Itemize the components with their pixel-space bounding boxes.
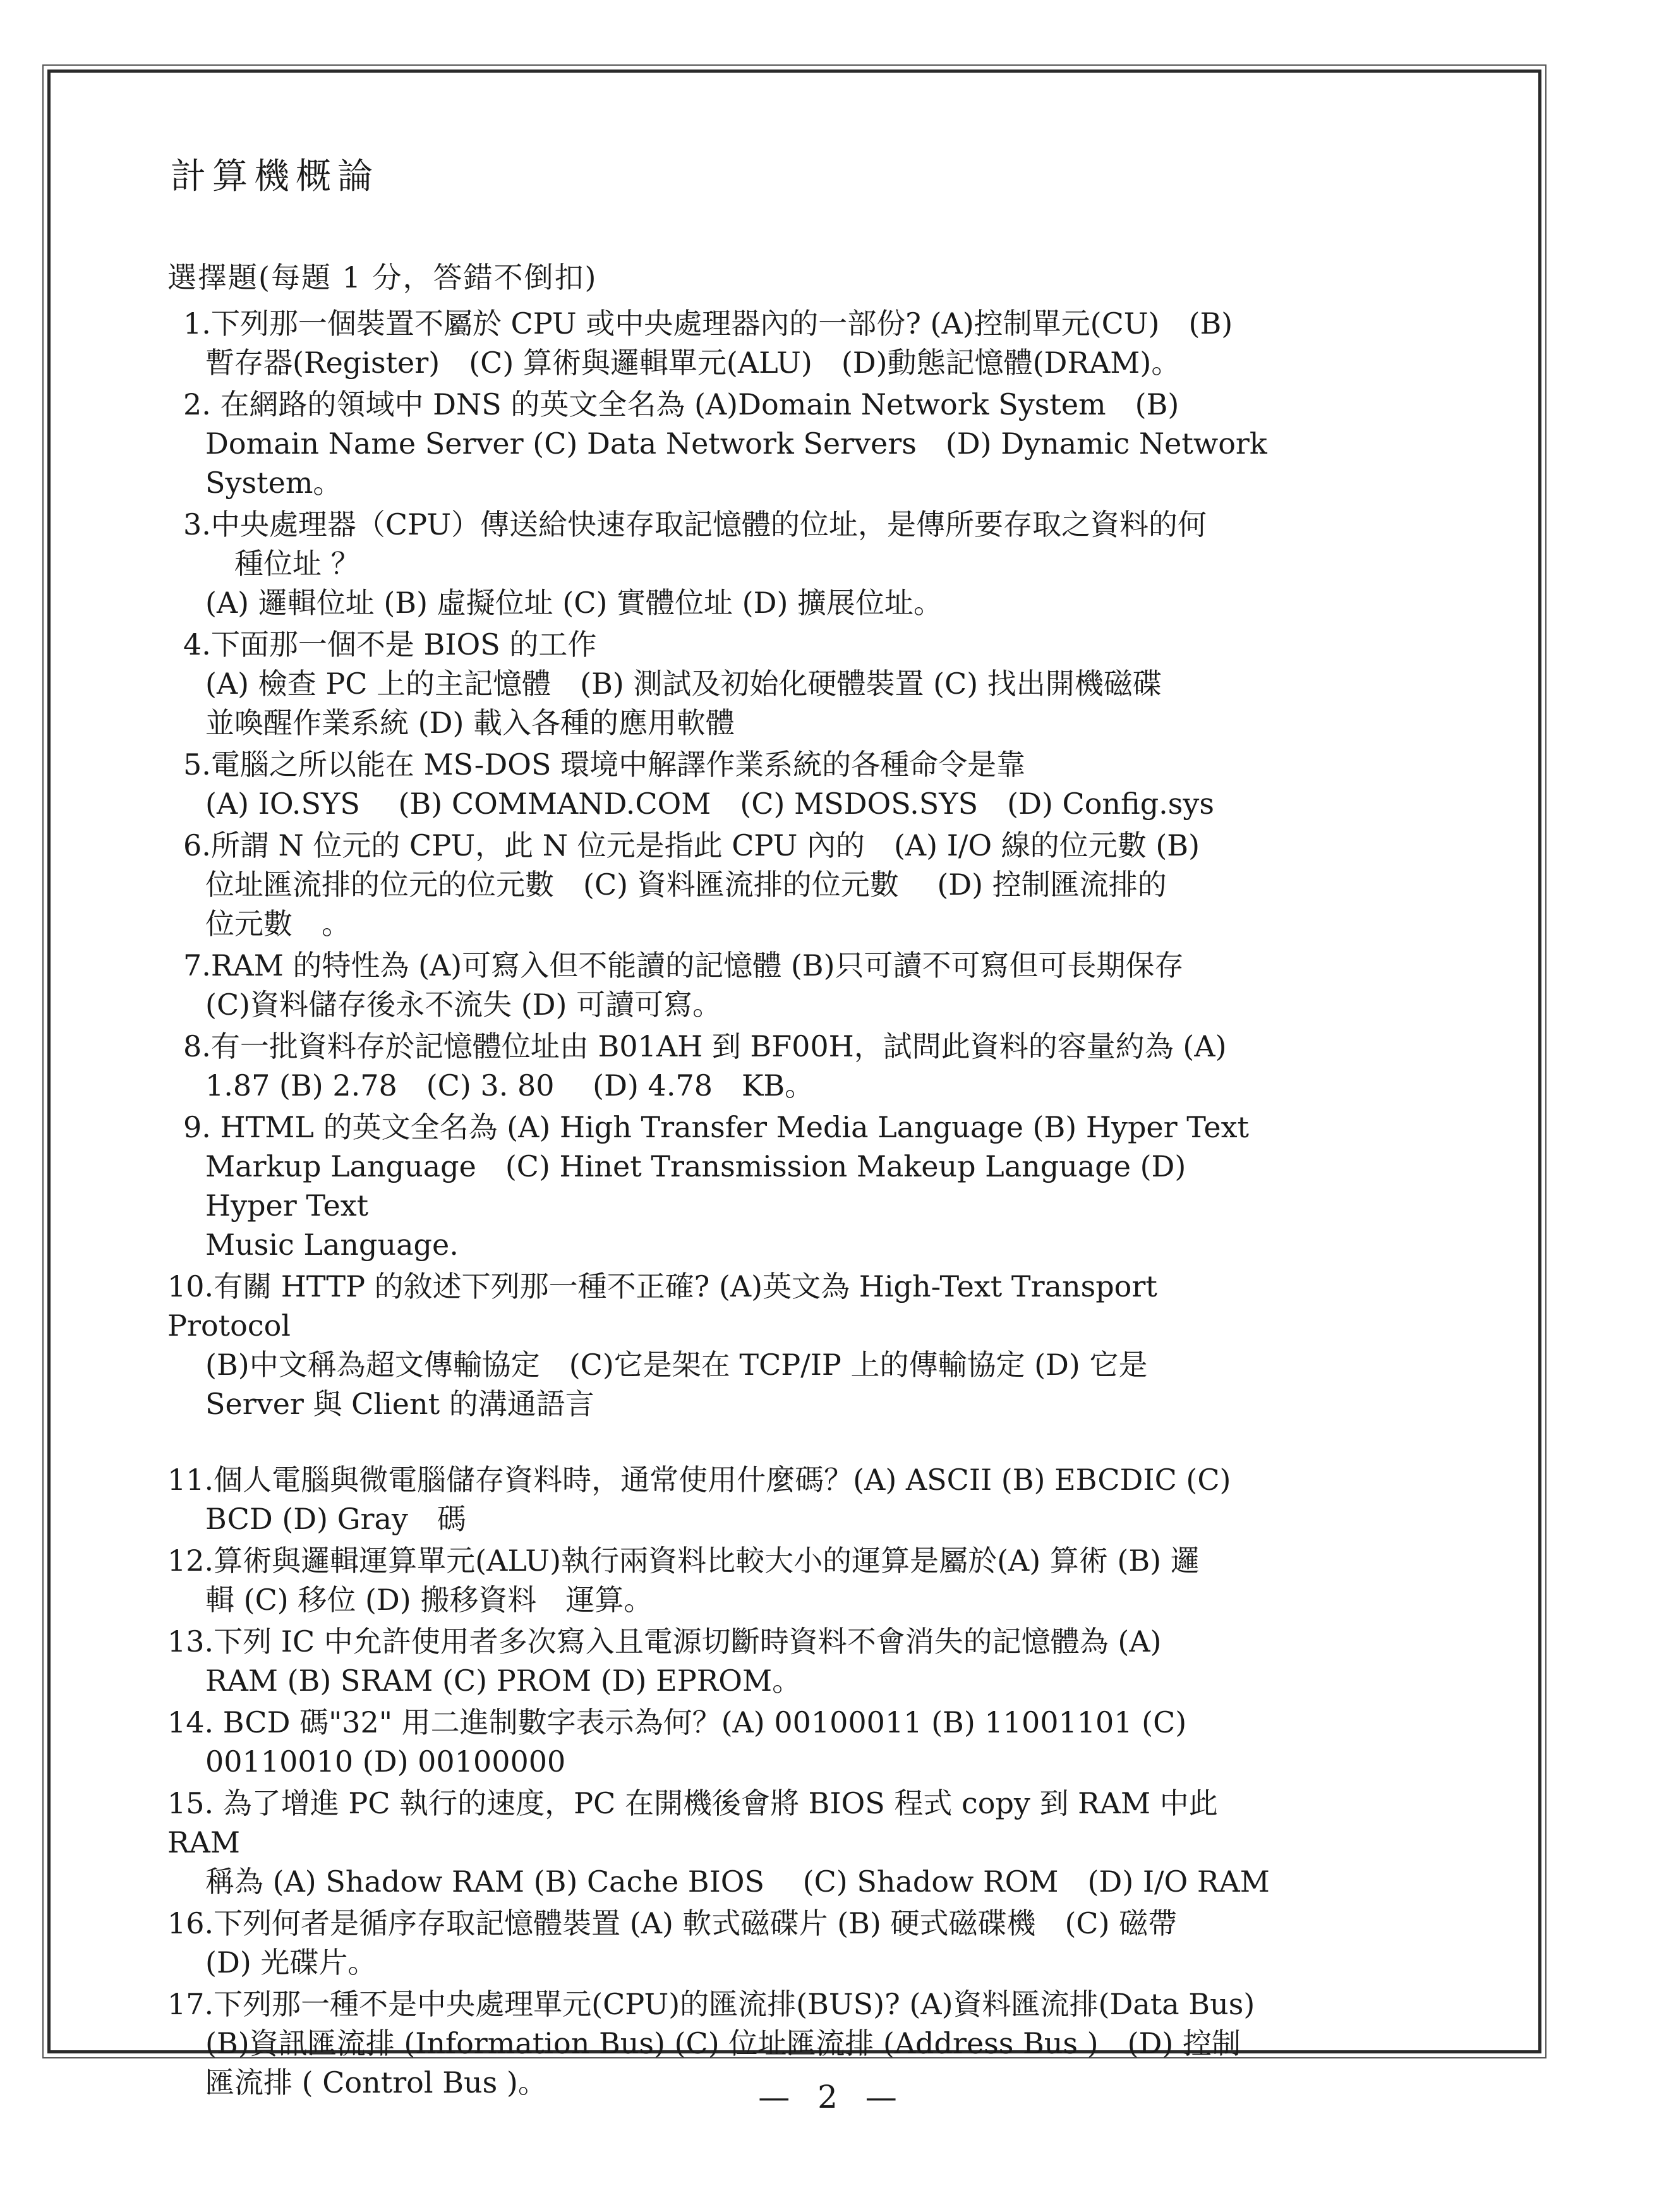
question-line: (B)中文稱為超文傳輸協定 (C)它是架在 TCP/IP 上的傳輸協定 (D) 它是	[205, 1348, 1148, 1382]
question-line: 種位址 ？	[205, 547, 360, 581]
question-line: 稱為 (A) Shadow RAM (B) Cache BIOS (C) Shadow ROM (D) I/O RAM	[205, 1864, 1270, 1899]
question-line: 10.有關 HTTP 的敘述下列那一種不正確? (A)英文為 High-Text Transport Protocol	[167, 1269, 1157, 1343]
question-11	[167, 1460, 1279, 1538]
question-13	[167, 1622, 1279, 1700]
question-line: (B)資訊匯流排 (Information Bus) (C) 位址匯流排 (Address Bus ) (D) 控制	[205, 2026, 1241, 2060]
question-2	[167, 385, 1279, 502]
question-line: BCD (D) Gray 碼	[205, 1502, 466, 1536]
question-15	[167, 1784, 1279, 1901]
question-line: (A) IO.SYS (B) COMMAND.COM (C) MSDOS.SYS (D) Config.sys	[205, 787, 1214, 821]
question-line: 4.下面那一個不是 BIOS 的工作	[183, 627, 597, 662]
question-9	[167, 1108, 1279, 1264]
question-line: 1.87 (B) 2.78 (C) 3. 80 (D) 4.78 KB。	[205, 1068, 814, 1103]
question-line: 12.算術與邏輯運算單元(ALU)執行兩資料比較大小的運算是屬於(A) 算術 (B) 邏	[167, 1544, 1200, 1578]
question-line: 17.下列那一種不是中央處理單元(CPU)的匯流排(BUS)? (A)資料匯流排(Data Bus)	[167, 1987, 1255, 2021]
exam-content	[167, 148, 1279, 2105]
question-line: Music Language.	[205, 1228, 459, 1262]
question-line: 8.有一批資料存於記憶體位址由 B01AH 到 BF00H，試問此資料的容量約為 (A)	[183, 1029, 1227, 1063]
question-16	[167, 1904, 1279, 1982]
question-line: 暫存器(Register) (C) 算術與邏輯單元(ALU) (D)動態記憶體(DRAM)。	[205, 346, 1181, 380]
question-line: RAM (B) SRAM (C) PROM (D) EPROM。	[205, 1664, 802, 1698]
question-10	[167, 1267, 1279, 1423]
question-line: 9. HTML 的英文全名為 (A) High Transfer Media Language (B) Hyper Text	[183, 1110, 1250, 1144]
question-line: 13.下列 IC 中允許使用者多次寫入且電源切斷時資料不會消失的記憶體為 (A)	[167, 1624, 1162, 1659]
question-1	[167, 304, 1279, 382]
question-line: 5.電腦之所以能在 MS-DOS 環境中解譯作業系統的各種命令是靠	[183, 747, 1026, 782]
question-5	[167, 745, 1279, 823]
question-4	[167, 625, 1279, 742]
question-14	[167, 1703, 1279, 1781]
question-line: 11.個人電腦與微電腦儲存資料時，通常使用什麼碼？(A) ASCII (B) EBCDIC (C)	[167, 1463, 1231, 1497]
question-line: 7.RAM 的特性為 (A)可寫入但不能讀的記憶體 (B)只可讀不可寫但可長期保存	[183, 948, 1184, 982]
question-line: 14. BCD 碼"32" 用二進制數字表示為何？(A) 00100011 (B) 11001101 (C)	[167, 1705, 1187, 1739]
question-line: 3.中央處理器（CPU）傳送給快速存取記憶體的位址，是傳所要存取之資料的何	[183, 507, 1207, 541]
section-title: 選擇題(每題 1 分，答錯不倒扣)	[167, 260, 598, 294]
question-line: 輯 (C) 移位 (D) 搬移資料 運算。	[205, 1583, 653, 1617]
question-line: 16.下列何者是循序存取記憶體裝置 (A) 軟式磁碟片 (B) 硬式磁碟機 (C) 磁帶	[167, 1906, 1178, 1940]
question-line: 匯流排 ( Control Bus )。	[205, 2065, 547, 2100]
question-7	[167, 946, 1279, 1024]
question-line: 位元數 。	[205, 907, 351, 941]
question-line: (A) 檢查 PC 上的主記憶體 (B) 測試及初始化硬體裝置 (C) 找出開機磁碟	[205, 667, 1162, 701]
question-6	[167, 826, 1279, 943]
question-line: (A) 邏輯位址 (B) 虛擬位址 (C) 實體位址 (D) 擴展位址。	[205, 586, 943, 620]
question-line: 1.下列那一個裝置不屬於 CPU 或中央處理器內的一部份? (A)控制單元(CU) (B)	[183, 306, 1233, 341]
question-line: 2. 在網路的領域中 DNS 的英文全名為 (A)Domain Network System (B)	[183, 387, 1179, 421]
question-line: System。	[205, 466, 342, 500]
question-line: 6.所謂 N 位元的 CPU，此 N 位元是指此 CPU 內的 (A) I/O 線的位元數 (B)	[183, 828, 1200, 862]
question-line: 並喚醒作業系統 (D) 載入各種的應用軟體	[205, 706, 735, 740]
question-line: Markup Language (C) Hinet Transmission Makeup Language (D) Hyper Text	[205, 1149, 1186, 1223]
document-title: 計算機概論	[171, 156, 379, 197]
question-line: (C)資料儲存後永不流失 (D) 可讀可寫。	[205, 988, 722, 1022]
question-8	[167, 1027, 1279, 1105]
question-line: Server 與 Client 的溝通語言	[205, 1387, 594, 1421]
question-line: 位址匯流排的位元的位元數 (C) 資料匯流排的位元數 (D) 控制匯流排的	[205, 867, 1167, 902]
question-line: (D) 光碟片。	[205, 1945, 377, 1979]
question-line: 00110010 (D) 00100000	[205, 1744, 566, 1779]
question-12	[167, 1541, 1279, 1619]
question-line: Domain Name Server (C) Data Network Servers (D) Dynamic Network	[205, 426, 1267, 461]
page-number: — 2 —	[758, 2079, 906, 2115]
question-line: 15. 為了增進 PC 執行的速度，PC 在開機後會將 BIOS 程式 copy 到 RAM 中此 RAM	[167, 1786, 1218, 1859]
question-3	[167, 505, 1279, 622]
